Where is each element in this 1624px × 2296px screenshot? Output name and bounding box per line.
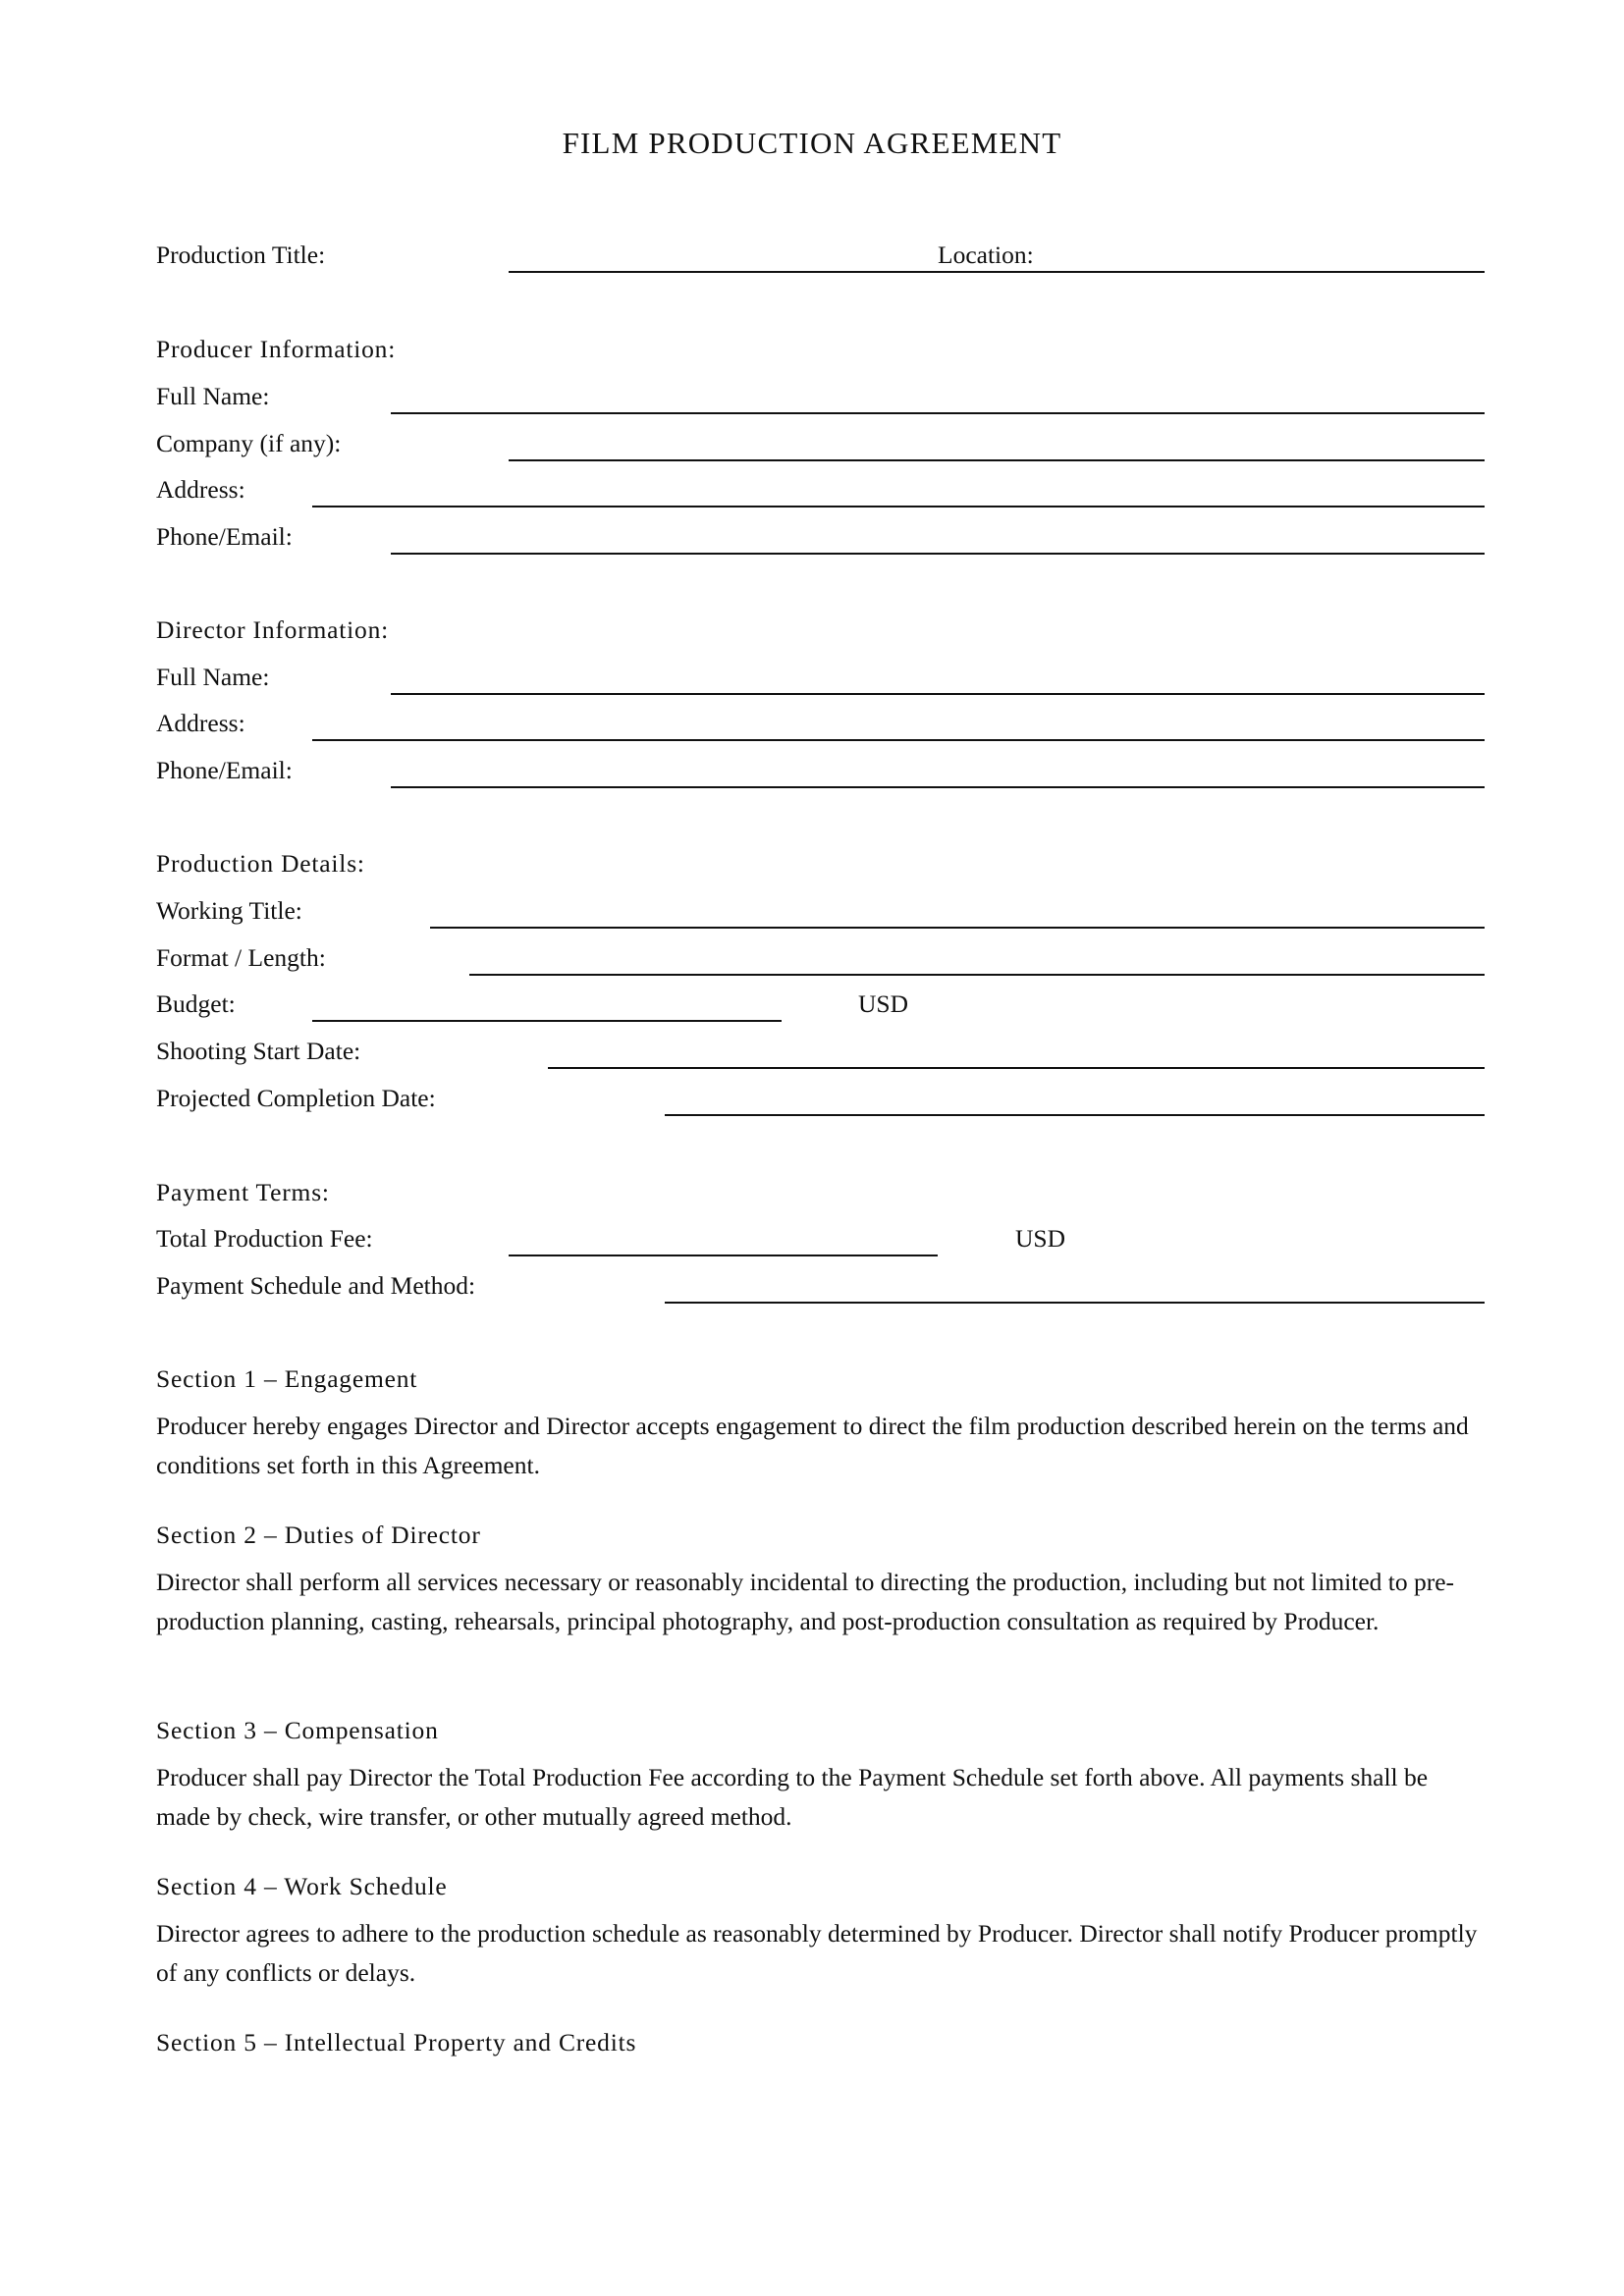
shooting-start-date-label: Shooting Start Date: [156,1037,361,1065]
director-address-label: Address: [156,709,245,737]
section-1-heading: Section 1 – Engagement [156,1364,418,1393]
director-phone-email-field[interactable] [391,786,1485,788]
format-length-label: Format / Length: [156,943,326,972]
projected-completion-date-label: Projected Completion Date: [156,1084,436,1112]
total-production-fee-currency: USD [1015,1224,1066,1253]
location-label: Location: [938,240,1034,269]
shooting-start-date-field[interactable] [548,1067,1485,1069]
payment-section-heading: Payment Terms: [156,1178,330,1206]
director-section-heading: Director Information: [156,615,390,644]
producer-phone-email-field[interactable] [391,553,1485,555]
producer-company-label: Company (if any): [156,429,342,457]
document-title: FILM PRODUCTION AGREEMENT [562,126,1062,160]
payment-schedule-label: Payment Schedule and Method: [156,1271,476,1300]
producer-full-name-label: Full Name: [156,382,270,410]
producer-full-name-field[interactable] [391,412,1485,414]
section-4-body: Director agrees to adhere to the production schedule as reasonably determined by Producer. Director shall notify Producer promptly of any conflicts or delays. [156,1919,1478,1987]
section-3-heading: Section 3 – Compensation [156,1716,439,1744]
format-length-field[interactable] [469,974,1485,976]
production-title-field[interactable] [509,271,1485,273]
section-2-heading: Section 2 – Duties of Director [156,1521,481,1549]
producer-company-field[interactable] [509,459,1485,461]
working-title-label: Working Title: [156,896,302,925]
projected-completion-date-field[interactable] [665,1114,1485,1116]
production-section-heading: Production Details: [156,849,365,878]
section-5-heading: Section 5 – Intellectual Property and Credits [156,2028,637,2056]
producer-section-heading: Producer Information: [156,335,397,363]
budget-field[interactable] [312,1020,782,1022]
section-2-body: Director shall perform all services necessary or reasonably incidental to directing the production, including but not limited to pre-production planning, casting, rehearsals, principal photography, and post-production consultation as required by Producer. [156,1568,1455,1635]
director-phone-email-label: Phone/Email: [156,756,293,784]
section-4-heading: Section 4 – Work Schedule [156,1872,448,1900]
section-3-body: Producer shall pay Director the Total Production Fee according to the Payment Schedule set forth above. All payments shall be made by check, wire transfer, or other mutually agreed method. [156,1763,1429,1831]
budget-currency: USD [858,989,909,1018]
section-1-body: Producer hereby engages Director and Director accepts engagement to direct the film production described herein on the terms and conditions set forth in this Agreement. [156,1412,1469,1479]
producer-address-field[interactable] [312,506,1485,507]
director-full-name-label: Full Name: [156,663,270,691]
production-title-label: Production Title: [156,240,326,269]
budget-label: Budget: [156,989,236,1018]
total-production-fee-label: Total Production Fee: [156,1224,373,1253]
director-address-field[interactable] [312,739,1485,741]
payment-schedule-field[interactable] [665,1302,1485,1304]
working-title-field[interactable] [430,927,1485,929]
director-full-name-field[interactable] [391,693,1485,695]
total-production-fee-field[interactable] [509,1255,938,1256]
producer-address-label: Address: [156,475,245,504]
producer-phone-email-label: Phone/Email: [156,522,293,551]
